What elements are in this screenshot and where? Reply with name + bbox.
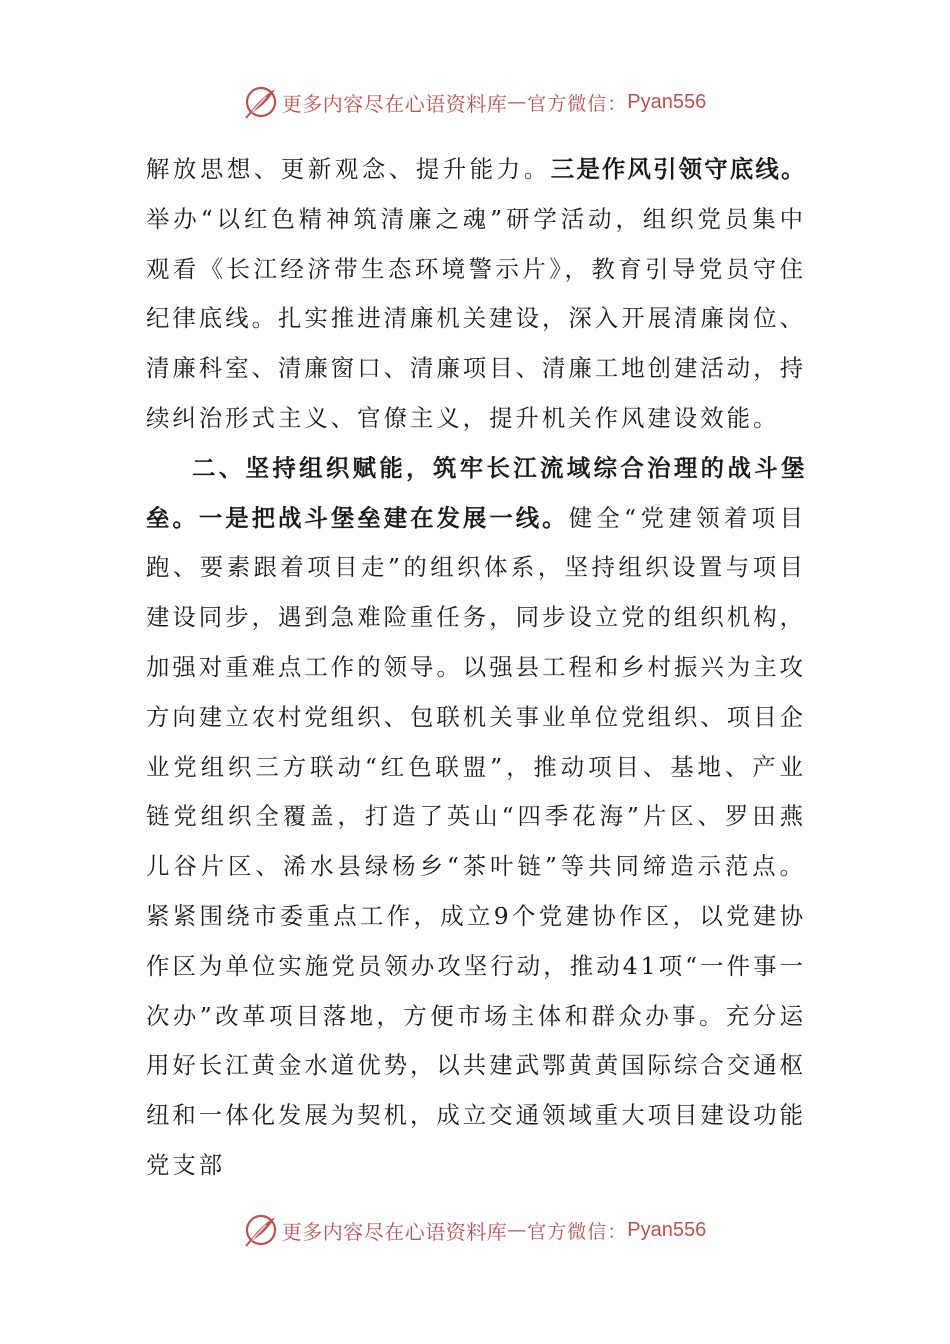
header-watermark xyxy=(0,82,950,122)
para1-text-a: 解放思想、更新观念、提升能力。 xyxy=(146,155,551,183)
para2-text: 健全“党建领着项目跑、要素跟着项目走”的组织体系，坚持组织设置与项目建设同步，遇到急难险重任务，同步设立党的组织机构，加强对重难点工作的领导。以强县工程和乡村振兴为主攻方向建立农村党组织、包联机关事业单位党组织、项目企业党组织三方联动“红色联盟”，推动项目、基地、产业链党组织全覆盖，打造了英山“四季花海”片区、罗田燕儿谷片区、浠水县绿杨乡“茶叶链”等共同缔造示范点。紧紧围绕市委重点工作，成立9个党建协作区，以党建协作区为单位实施党员领办攻坚行动，推动41项“一件事一次办”改革项目落地，方便市场主体和群众办事。充分运用好长江黄金水道优势，以共建武鄂黄黄国际综合交通枢纽和一体化发展为契机，成立交通领域重大项目建设功能党支部 xyxy=(146,503,806,1179)
watermark-separator: — xyxy=(507,1219,528,1241)
watermark-main-text: 更多内容尽在心语资料库 xyxy=(281,91,508,116)
quill-pen-logo-icon xyxy=(244,85,278,119)
paragraph-organization-empowerment xyxy=(146,444,806,1191)
section-heading: 二、坚持组织赋能，筑牢长江流域综合治理的战斗堡垒。 xyxy=(146,453,806,532)
para1-text-b: 举办“以红色精神筑清廉之魂”研学活动，组织党员集中观看《长江经济带生态环境警示片》，教育引导党员守住纪律底线。扎实推进清廉机关建设，深入开展清廉岗位、清廉科室、清廉窗口、清廉项目、清廉工地创建活动，持续纠治形式主义、官僚主义，提升机关作风建设效能。 xyxy=(146,204,806,432)
watermark-separator: — xyxy=(507,91,528,113)
para1-bold-heading: 三是作风引领守底线。 xyxy=(550,155,807,183)
watermark-official-label: 官方微信： xyxy=(527,92,628,115)
para2-bold-subheading: 一是把战斗堡垒建在发展一线。 xyxy=(198,503,569,532)
watermark-main-text: 更多内容尽在心语资料库 xyxy=(281,1219,508,1244)
quill-pen-logo-icon xyxy=(244,1213,278,1247)
watermark-official-label: 官方微信： xyxy=(527,1220,628,1243)
document-body xyxy=(146,145,806,1191)
paragraph-style-baseline xyxy=(146,145,806,444)
footer-watermark xyxy=(0,1210,950,1250)
watermark-wechat-id: Pyan556 xyxy=(627,1218,707,1241)
watermark-wechat-id: Pyan556 xyxy=(627,90,707,113)
